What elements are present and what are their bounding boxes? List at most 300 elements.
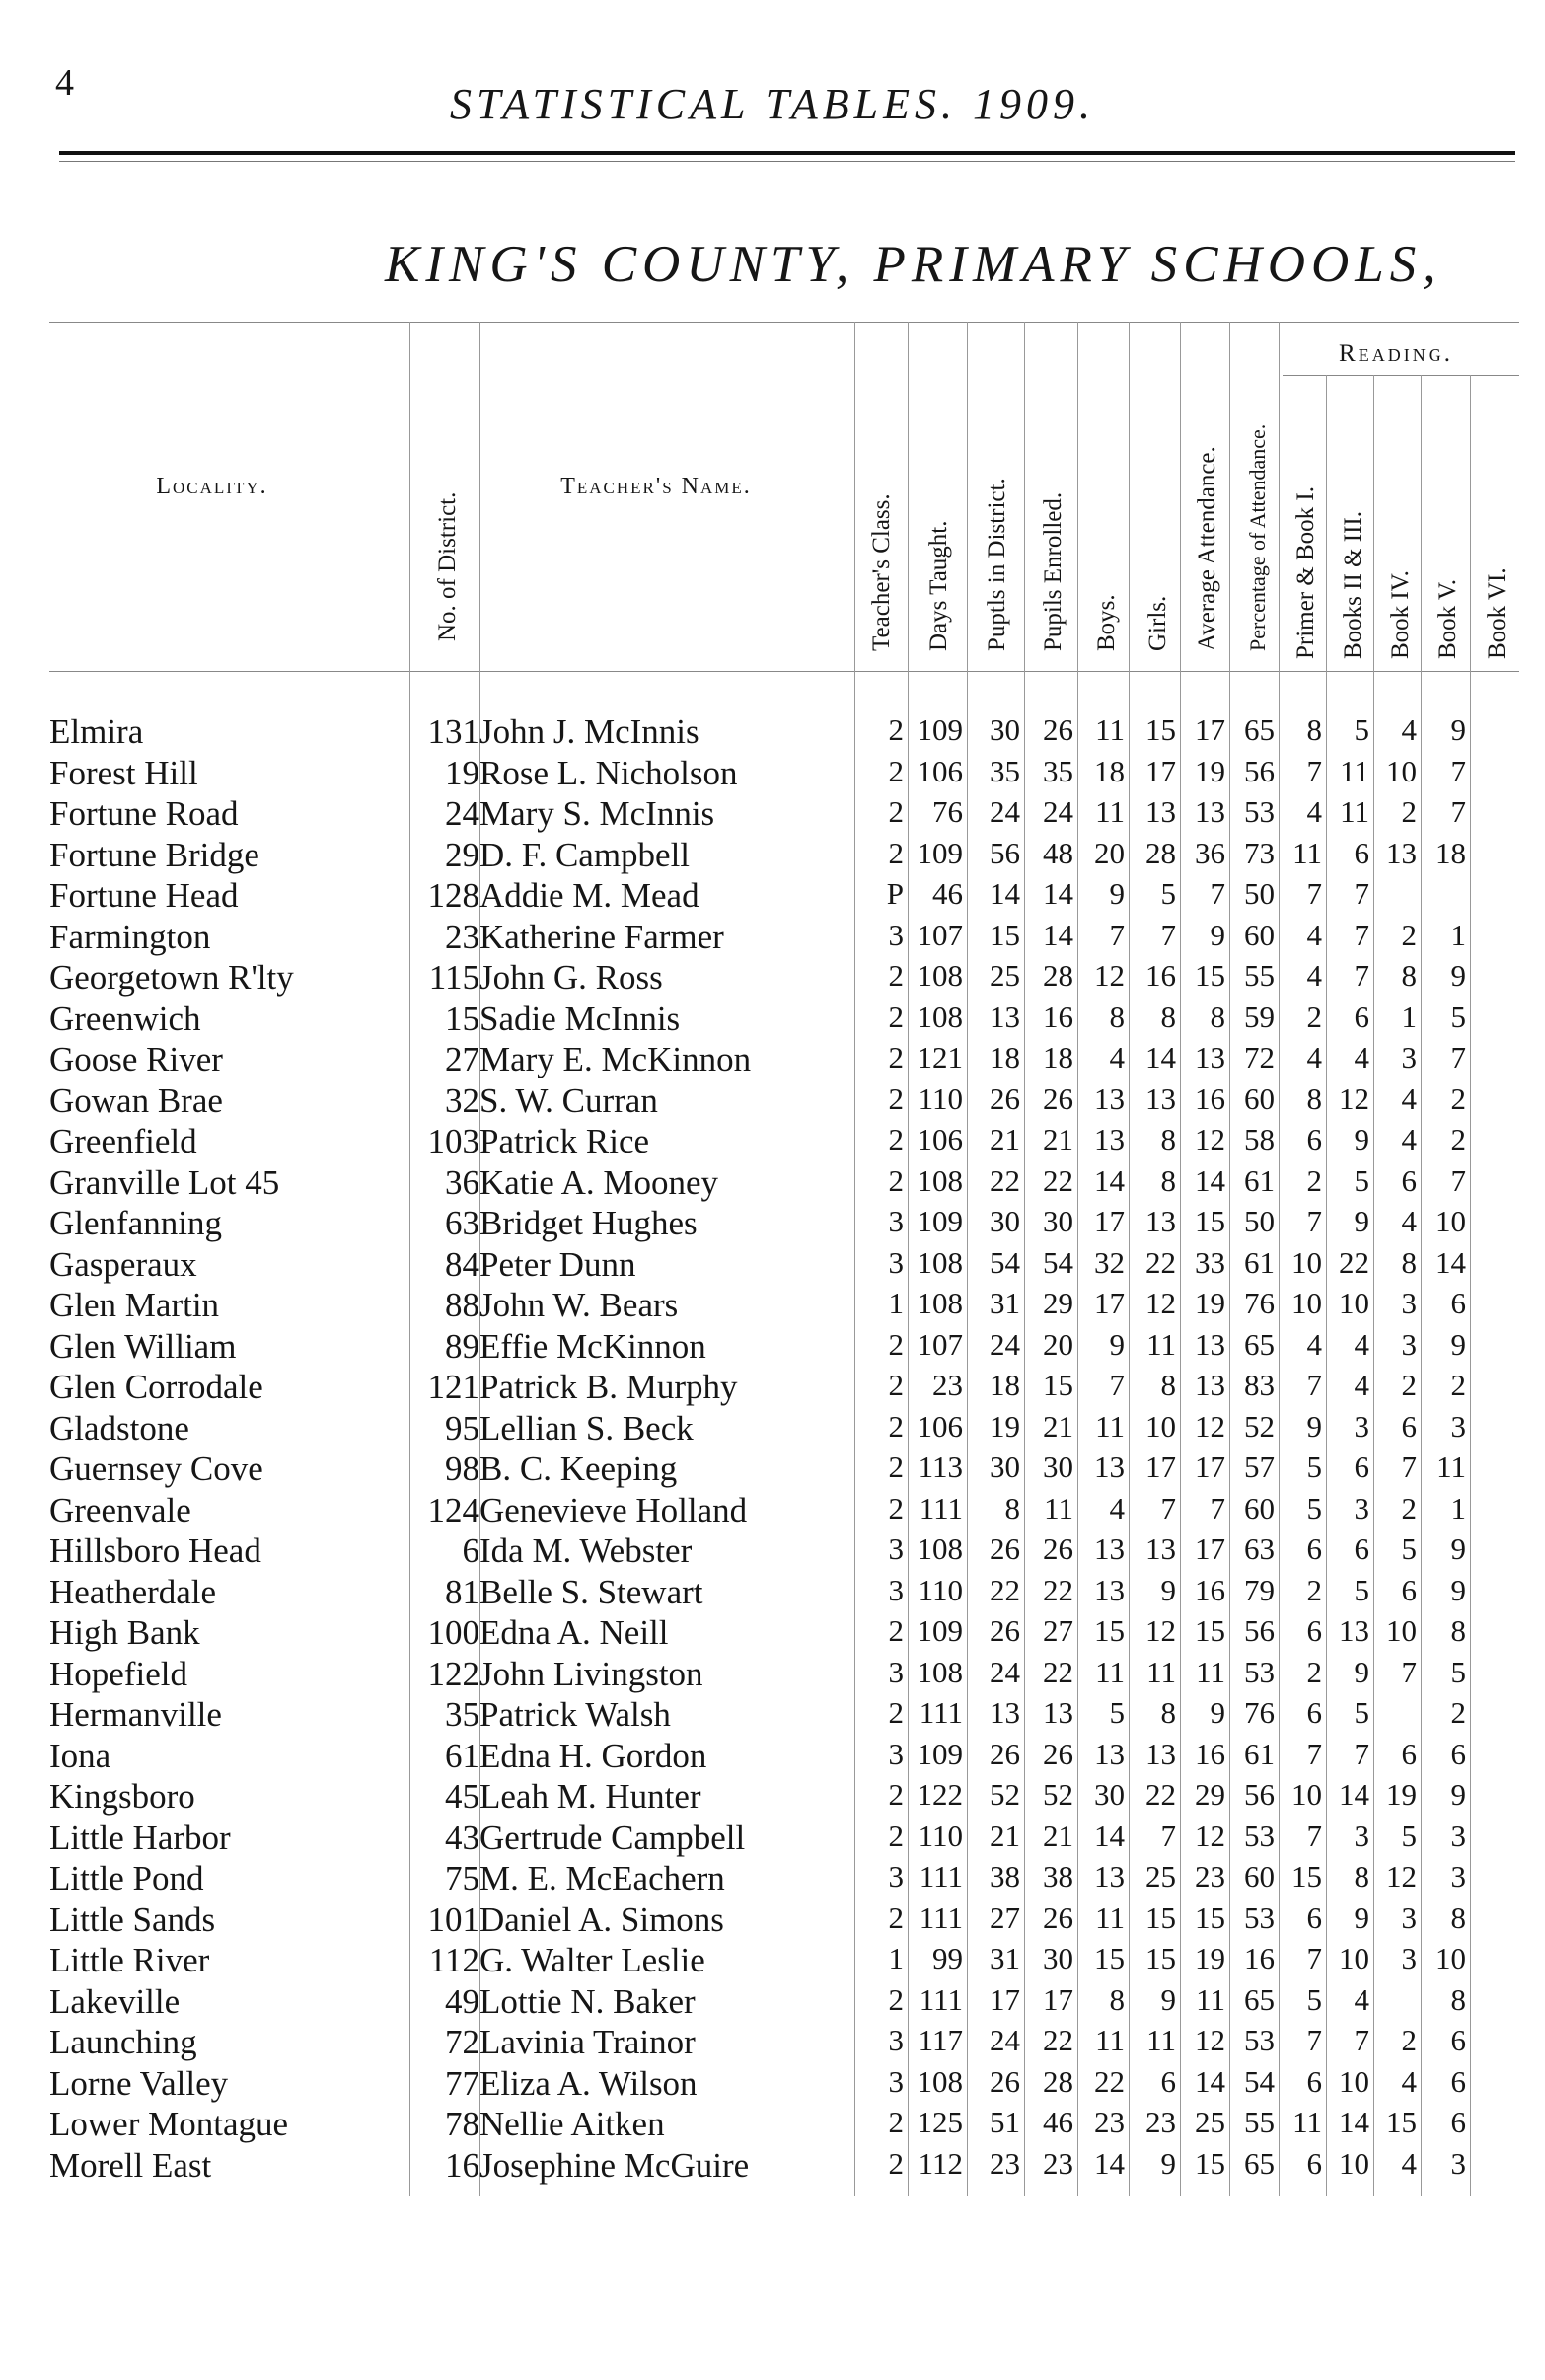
cell-primer-book-1: 6: [1306, 1899, 1322, 1935]
table-row: [0, 1081, 1545, 1123]
cell-books-2-3: 7: [1354, 1736, 1369, 1771]
cell-pupils-in-district: 52: [990, 1777, 1020, 1812]
cell-district-no: 15: [445, 999, 479, 1038]
cell-pupils-enrolled: 48: [1043, 835, 1073, 870]
cell-locality: Fortune Head: [49, 876, 239, 915]
cell-teacher-class: 3: [888, 2023, 904, 2057]
header-book-4: Book IV.: [1387, 570, 1414, 659]
cell-pupils-in-district: 14: [990, 876, 1020, 911]
cell-days-taught: 106: [917, 753, 963, 788]
cell-average-attendance: 13: [1195, 1368, 1225, 1402]
cell-pupils-in-district: 22: [990, 1572, 1020, 1607]
cell-pupils-enrolled: 21: [1043, 1408, 1073, 1444]
cell-pupils-in-district: 18: [990, 1040, 1020, 1075]
cell-book-5: 1: [1450, 917, 1466, 952]
cell-district-no: 131: [427, 712, 479, 751]
cell-locality: Greenfield: [49, 1122, 197, 1160]
cell-percentage-attendance: 56: [1244, 1777, 1275, 1812]
cell-average-attendance: 19: [1195, 1941, 1225, 1975]
cell-books-2-3: 5: [1354, 1695, 1369, 1730]
cell-teacher-class: 2: [888, 1777, 904, 1812]
cell-teacher-name: Nellie Aitken: [479, 2105, 665, 2143]
cell-days-taught: 108: [917, 2063, 963, 2099]
cell-locality: Gasperaux: [49, 1244, 197, 1284]
cell-average-attendance: 36: [1195, 835, 1225, 870]
cell-district-no: 78: [445, 2105, 479, 2143]
cell-locality: Georgetown R'lty: [49, 958, 294, 997]
cell-primer-book-1: 8: [1306, 712, 1322, 747]
cell-average-attendance: 15: [1195, 958, 1225, 993]
cell-primer-book-1: 2: [1306, 1572, 1322, 1607]
cell-district-no: 43: [445, 1818, 479, 1857]
cell-district-no: 124: [427, 1490, 479, 1529]
cell-book-5: 7: [1450, 1040, 1466, 1075]
cell-teacher-class: 2: [888, 1899, 904, 1935]
cell-books-2-3: 10: [1339, 2063, 1369, 2099]
cell-percentage-attendance: 59: [1244, 999, 1275, 1034]
cell-pupils-in-district: 26: [990, 1080, 1020, 1116]
cell-days-taught: 108: [917, 1531, 963, 1566]
cell-pupils-enrolled: 26: [1043, 1899, 1073, 1935]
cell-teacher-name: Lottie N. Baker: [479, 1981, 696, 2021]
cell-book-5: 5: [1450, 1654, 1466, 1689]
cell-pupils-in-district: 22: [990, 1162, 1020, 1198]
cell-days-taught: 122: [917, 1777, 963, 1812]
cell-days-taught: 125: [917, 2105, 963, 2139]
cell-books-2-3: 5: [1354, 1572, 1369, 1607]
cell-primer-book-1: 5: [1306, 1490, 1322, 1525]
cell-books-2-3: 12: [1339, 1080, 1369, 1116]
cell-book-4: 8: [1401, 1244, 1417, 1280]
cell-pupils-enrolled: 18: [1043, 1040, 1073, 1075]
cell-pupils-in-district: 38: [990, 1859, 1020, 1894]
table-row: [0, 1000, 1545, 1041]
cell-locality: Little Harbor: [49, 1818, 231, 1857]
cell-pupils-in-district: 31: [990, 1941, 1020, 1975]
cell-pupils-enrolled: 24: [1043, 794, 1073, 829]
table-row: [0, 1941, 1545, 1982]
cell-primer-book-1: 7: [1306, 1941, 1322, 1975]
cell-average-attendance: 16: [1195, 1080, 1225, 1116]
cell-pupils-enrolled: 16: [1043, 999, 1073, 1034]
cell-primer-book-1: 6: [1306, 1531, 1322, 1566]
cell-book-4: 2: [1401, 1368, 1417, 1402]
cell-percentage-attendance: 60: [1244, 1859, 1275, 1894]
cell-book-4: 7: [1401, 1450, 1417, 1484]
cell-teacher-class: 2: [888, 999, 904, 1034]
cell-primer-book-1: 11: [1292, 2105, 1322, 2139]
cell-book-4: 1: [1401, 999, 1417, 1034]
cell-district-no: 29: [445, 835, 479, 874]
cell-days-taught: 113: [918, 1450, 963, 1484]
cell-primer-book-1: 7: [1306, 753, 1322, 788]
cell-average-attendance: 14: [1195, 1162, 1225, 1198]
cell-district-no: 16: [445, 2145, 479, 2185]
cell-average-attendance: 9: [1210, 1695, 1225, 1730]
cell-pupils-in-district: 19: [990, 1408, 1020, 1444]
cell-book-5: 7: [1450, 753, 1466, 788]
cell-pupils-enrolled: 21: [1043, 1818, 1073, 1853]
cell-teacher-name: Belle S. Stewart: [479, 1572, 703, 1611]
cell-book-5: 7: [1450, 794, 1466, 829]
table-row: [0, 1531, 1545, 1573]
table-row: [0, 1409, 1545, 1450]
cell-percentage-attendance: 65: [1244, 1326, 1275, 1362]
cell-books-2-3: 3: [1354, 1408, 1369, 1444]
header-boys: Boys.: [1093, 594, 1120, 651]
cell-girls: 8: [1160, 999, 1176, 1034]
cell-average-attendance: 13: [1195, 1326, 1225, 1362]
cell-pupils-enrolled: 22: [1043, 1654, 1073, 1689]
header-rule-thin: [59, 161, 1515, 162]
cell-boys: 4: [1109, 1490, 1125, 1525]
cell-boys: 13: [1094, 1572, 1125, 1607]
cell-books-2-3: 4: [1354, 1981, 1369, 2017]
cell-girls: 6: [1160, 2063, 1176, 2099]
cell-locality: Hopefield: [49, 1654, 187, 1693]
cell-book-4: 12: [1386, 1859, 1417, 1894]
cell-book-5: 10: [1435, 1204, 1466, 1238]
cell-pupils-in-district: 24: [990, 2023, 1020, 2057]
cell-teacher-name: Patrick Rice: [479, 1122, 650, 1160]
cell-district-no: 122: [427, 1654, 479, 1693]
cell-girls: 15: [1145, 712, 1176, 747]
cell-pupils-in-district: 26: [990, 1613, 1020, 1648]
cell-pupils-in-district: 30: [990, 1450, 1020, 1484]
cell-teacher-name: D. F. Campbell: [479, 835, 691, 874]
cell-teacher-name: Bridget Hughes: [479, 1204, 698, 1242]
cell-teacher-name: John Livingston: [479, 1654, 703, 1693]
cell-book-4: 6: [1401, 1408, 1417, 1444]
cell-boys: 13: [1094, 1122, 1125, 1156]
cell-pupils-in-district: 24: [990, 794, 1020, 829]
cell-teacher-name: Katie A. Mooney: [479, 1162, 719, 1202]
table-row: [0, 958, 1545, 1000]
cell-locality: Hillsboro Head: [49, 1531, 261, 1570]
cell-pupils-in-district: 18: [990, 1368, 1020, 1402]
cell-primer-book-1: 7: [1306, 1818, 1322, 1853]
cell-pupils-enrolled: 11: [1044, 1490, 1073, 1525]
cell-books-2-3: 22: [1339, 1244, 1369, 1280]
cell-boys: 13: [1094, 1450, 1125, 1484]
cell-girls: 25: [1145, 1859, 1176, 1894]
cell-girls: 16: [1145, 958, 1176, 993]
cell-percentage-attendance: 55: [1244, 2105, 1275, 2139]
cell-pupils-enrolled: 30: [1043, 1204, 1073, 1238]
cell-book-5: 9: [1450, 712, 1466, 747]
cell-days-taught: 109: [917, 835, 963, 870]
cell-district-no: 45: [445, 1777, 479, 1816]
header-days-taught: Days Taught.: [925, 520, 952, 651]
table-row: [0, 1163, 1545, 1205]
cell-pupils-enrolled: 22: [1043, 1572, 1073, 1607]
cell-percentage-attendance: 79: [1244, 1572, 1275, 1607]
cell-locality: Glen Martin: [49, 1286, 220, 1324]
cell-percentage-attendance: 61: [1244, 1244, 1275, 1280]
cell-average-attendance: 16: [1195, 1572, 1225, 1607]
table-row: [0, 1695, 1545, 1737]
cell-book-5: 9: [1450, 1531, 1466, 1566]
cell-boys: 14: [1094, 1818, 1125, 1853]
cell-teacher-class: 3: [888, 1204, 904, 1238]
header-district-no: No. of District.: [434, 491, 461, 641]
table-row: [0, 1368, 1545, 1409]
cell-book-5: 3: [1450, 1859, 1466, 1894]
cell-percentage-attendance: 83: [1244, 1368, 1275, 1402]
cell-books-2-3: 11: [1340, 753, 1369, 788]
cell-books-2-3: 10: [1339, 1286, 1369, 1320]
cell-teacher-name: Eliza A. Wilson: [479, 2063, 698, 2103]
cell-pupils-enrolled: 35: [1043, 753, 1073, 788]
cell-pupils-in-district: 24: [990, 1654, 1020, 1689]
cell-book-5: 2: [1450, 1122, 1466, 1156]
cell-girls: 12: [1145, 1613, 1176, 1648]
cell-pupils-enrolled: 15: [1043, 1368, 1073, 1402]
cell-percentage-attendance: 72: [1244, 1040, 1275, 1075]
cell-average-attendance: 23: [1195, 1859, 1225, 1894]
cell-boys: 11: [1095, 712, 1125, 747]
running-head: STATISTICAL TABLES. 1909.: [450, 80, 1095, 128]
cell-book-5: 3: [1450, 2145, 1466, 2181]
cell-book-5: 1: [1450, 1490, 1466, 1525]
cell-locality: Little Sands: [49, 1899, 216, 1939]
cell-percentage-attendance: 76: [1244, 1695, 1275, 1730]
cell-percentage-attendance: 61: [1244, 1736, 1275, 1771]
cell-district-no: 88: [445, 1286, 479, 1324]
cell-girls: 12: [1145, 1286, 1176, 1320]
cell-district-no: 49: [445, 1981, 479, 2021]
cell-pupils-enrolled: 13: [1043, 1695, 1073, 1730]
cell-primer-book-1: 4: [1306, 958, 1322, 993]
cell-average-attendance: 19: [1195, 753, 1225, 788]
header-percentage-attendance: Percentage of Attendance.: [1245, 423, 1270, 651]
table-row: [0, 1245, 1545, 1287]
table-row: [0, 1122, 1545, 1163]
cell-locality: Little River: [49, 1941, 210, 1979]
cell-girls: 13: [1145, 1080, 1176, 1116]
cell-pupils-enrolled: 22: [1043, 2023, 1073, 2057]
cell-percentage-attendance: 73: [1244, 835, 1275, 870]
cell-locality: High Bank: [49, 1613, 200, 1652]
cell-books-2-3: 10: [1339, 2145, 1369, 2181]
cell-locality: Greenwich: [49, 999, 201, 1038]
cell-district-no: 75: [445, 1859, 479, 1897]
cell-pupils-enrolled: 14: [1043, 876, 1073, 911]
cell-locality: Kingsboro: [49, 1777, 195, 1816]
header-primer-book-1: Primer & Book I.: [1292, 486, 1319, 659]
cell-boys: 12: [1094, 958, 1125, 993]
cell-book-5: 6: [1450, 2063, 1466, 2099]
cell-days-taught: 107: [917, 1326, 963, 1362]
cell-locality: Glen William: [49, 1326, 237, 1366]
cell-pupils-enrolled: 21: [1043, 1122, 1073, 1156]
table-row: [0, 1777, 1545, 1819]
cell-teacher-class: 2: [888, 1490, 904, 1525]
cell-pupils-in-district: 56: [990, 835, 1020, 870]
cell-days-taught: 112: [918, 2145, 963, 2181]
cell-days-taught: 23: [932, 1368, 963, 1402]
table-row: [0, 1040, 1545, 1081]
cell-days-taught: 106: [917, 1408, 963, 1444]
cell-average-attendance: 15: [1195, 2145, 1225, 2181]
cell-girls: 9: [1160, 2145, 1176, 2181]
cell-teacher-class: 2: [888, 1695, 904, 1730]
table-row: [0, 1819, 1545, 1860]
cell-books-2-3: 5: [1354, 712, 1369, 747]
cell-book-4: 4: [1401, 1122, 1417, 1156]
cell-average-attendance: 12: [1195, 1122, 1225, 1156]
cell-percentage-attendance: 60: [1244, 917, 1275, 952]
cell-book-5: 3: [1450, 1408, 1466, 1444]
cell-district-no: 98: [445, 1450, 479, 1488]
cell-book-5: 9: [1450, 1326, 1466, 1362]
cell-days-taught: 46: [932, 876, 963, 911]
cell-pupils-in-district: 21: [990, 1122, 1020, 1156]
cell-primer-book-1: 5: [1306, 1981, 1322, 2017]
cell-boys: 8: [1109, 1981, 1125, 2017]
cell-percentage-attendance: 65: [1244, 712, 1275, 747]
cell-district-no: 36: [445, 1162, 479, 1202]
table-row: [0, 918, 1545, 959]
cell-teacher-class: 2: [888, 1040, 904, 1075]
cell-books-2-3: 3: [1354, 1490, 1369, 1525]
cell-teacher-name: B. C. Keeping: [479, 1450, 678, 1488]
cell-percentage-attendance: 52: [1244, 1408, 1275, 1444]
cell-district-no: 121: [427, 1368, 479, 1406]
cell-average-attendance: 15: [1195, 1613, 1225, 1648]
cell-girls: 11: [1146, 1326, 1176, 1362]
cell-books-2-3: 9: [1354, 1122, 1369, 1156]
cell-books-2-3: 7: [1354, 917, 1369, 952]
cell-district-no: 89: [445, 1326, 479, 1366]
cell-boys: 11: [1095, 794, 1125, 829]
cell-books-2-3: 11: [1340, 794, 1369, 829]
cell-boys: 8: [1109, 999, 1125, 1034]
cell-girls: 13: [1145, 1736, 1176, 1771]
cell-locality: Heatherdale: [49, 1572, 217, 1611]
cell-girls: 17: [1145, 753, 1176, 788]
cell-average-attendance: 7: [1210, 1490, 1225, 1525]
cell-district-no: 6: [462, 1531, 479, 1570]
header-reading: Reading.: [1339, 340, 1453, 367]
cell-percentage-attendance: 57: [1244, 1450, 1275, 1484]
cell-teacher-name: Lavinia Trainor: [479, 2023, 696, 2061]
cell-book-4: 5: [1401, 1531, 1417, 1566]
cell-pupils-enrolled: 29: [1043, 1286, 1073, 1320]
cell-locality: Fortune Bridge: [49, 835, 259, 874]
cell-days-taught: 109: [917, 1613, 963, 1648]
cell-book-4: 4: [1401, 712, 1417, 747]
cell-boys: 13: [1094, 1080, 1125, 1116]
cell-book-4: 3: [1401, 1899, 1417, 1935]
cell-teacher-class: 3: [888, 1736, 904, 1771]
page-number: 4: [55, 62, 74, 104]
cell-book-5: 7: [1450, 1162, 1466, 1198]
header-top-rule: [49, 322, 1519, 323]
cell-books-2-3: 10: [1339, 1941, 1369, 1975]
cell-teacher-class: 2: [888, 1981, 904, 2017]
cell-locality: Granville Lot 45: [49, 1162, 280, 1202]
table-row: [0, 794, 1545, 836]
cell-pupils-in-district: 15: [990, 917, 1020, 952]
cell-teacher-class: 2: [888, 958, 904, 993]
cell-girls: 15: [1145, 1899, 1176, 1935]
cell-book-4: 3: [1401, 1941, 1417, 1975]
cell-girls: 11: [1146, 2023, 1176, 2057]
cell-teacher-class: 3: [888, 1531, 904, 1566]
cell-days-taught: 99: [932, 1941, 963, 1975]
cell-book-4: 19: [1386, 1777, 1417, 1812]
cell-percentage-attendance: 16: [1244, 1941, 1275, 1975]
cell-district-no: 112: [428, 1941, 479, 1979]
cell-books-2-3: 6: [1354, 1531, 1369, 1566]
cell-book-5: 6: [1450, 2023, 1466, 2057]
cell-primer-book-1: 7: [1306, 1368, 1322, 1402]
cell-locality: Guernsey Cove: [49, 1450, 263, 1488]
cell-days-taught: 108: [917, 1286, 963, 1320]
cell-locality: Hermanville: [49, 1695, 222, 1734]
table-row: [0, 1573, 1545, 1614]
cell-girls: 7: [1160, 1490, 1176, 1525]
cell-teacher-name: Mary E. McKinnon: [479, 1040, 752, 1078]
cell-locality: Goose River: [49, 1040, 223, 1078]
cell-book-4: 8: [1401, 958, 1417, 993]
cell-district-no: 100: [427, 1613, 479, 1652]
cell-locality: Little Pond: [49, 1859, 204, 1897]
cell-pupils-enrolled: 28: [1043, 958, 1073, 993]
cell-book-5: 6: [1450, 1286, 1466, 1320]
cell-district-no: 19: [445, 753, 479, 792]
cell-pupils-in-district: 27: [990, 1899, 1020, 1935]
cell-primer-book-1: 8: [1306, 1080, 1322, 1116]
cell-boys: 9: [1109, 1326, 1125, 1362]
cell-book-4: 2: [1401, 794, 1417, 829]
cell-teacher-class: 2: [888, 1326, 904, 1362]
cell-average-attendance: 29: [1195, 1777, 1225, 1812]
cell-district-no: 35: [445, 1695, 479, 1734]
cell-days-taught: 108: [917, 1244, 963, 1280]
cell-book-5: 5: [1450, 999, 1466, 1034]
cell-teacher-class: 1: [888, 1286, 904, 1320]
cell-average-attendance: 13: [1195, 794, 1225, 829]
cell-pupils-in-district: 31: [990, 1286, 1020, 1320]
cell-book-5: 9: [1450, 1777, 1466, 1812]
cell-district-no: 61: [445, 1736, 479, 1775]
cell-primer-book-1: 4: [1306, 1326, 1322, 1362]
cell-locality: Gladstone: [49, 1408, 189, 1448]
cell-percentage-attendance: 53: [1244, 1654, 1275, 1689]
cell-pupils-in-district: 25: [990, 958, 1020, 993]
cell-boys: 22: [1094, 2063, 1125, 2099]
cell-locality: Iona: [49, 1736, 111, 1775]
cell-days-taught: 108: [917, 1162, 963, 1198]
cell-book-5: 8: [1450, 1899, 1466, 1935]
cell-primer-book-1: 7: [1306, 1204, 1322, 1238]
cell-primer-book-1: 6: [1306, 1695, 1322, 1730]
cell-pupils-in-district: 26: [990, 1531, 1020, 1566]
table-row: [0, 1859, 1545, 1900]
cell-pupils-in-district: 23: [990, 2145, 1020, 2181]
cell-average-attendance: 15: [1195, 1204, 1225, 1238]
table-title: KING'S COUNTY, PRIMARY SCHOOLS,: [385, 236, 1441, 293]
cell-book-5: 6: [1450, 1736, 1466, 1771]
header-locality: Locality.: [156, 474, 268, 499]
cell-average-attendance: 7: [1210, 876, 1225, 911]
cell-pupils-enrolled: 26: [1043, 712, 1073, 747]
cell-boys: 17: [1094, 1286, 1125, 1320]
cell-teacher-name: Patrick Walsh: [479, 1695, 671, 1734]
cell-boys: 20: [1094, 835, 1125, 870]
